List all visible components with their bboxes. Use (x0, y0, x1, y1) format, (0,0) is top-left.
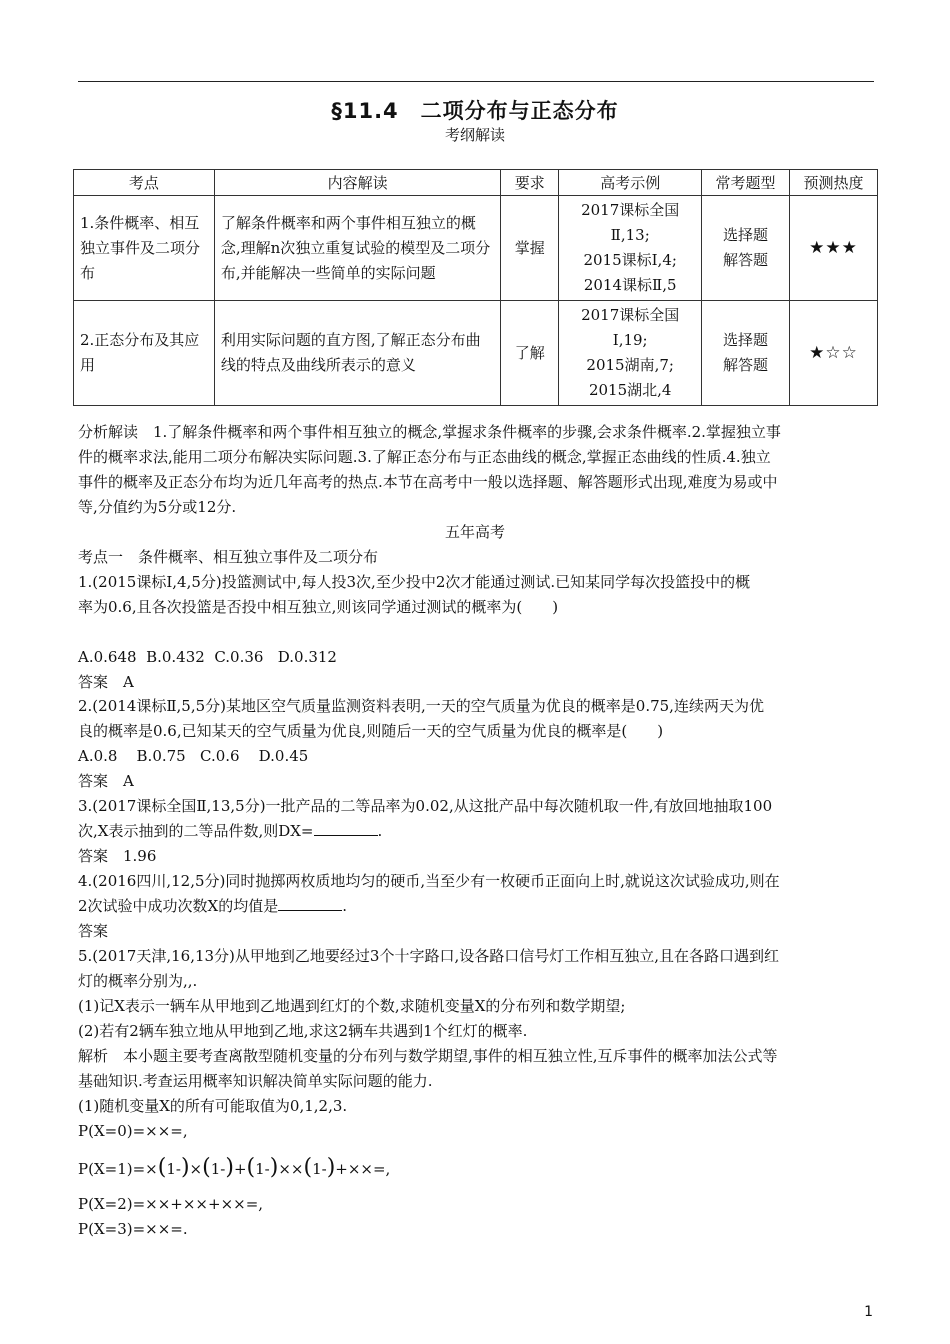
q5-step1: (1)随机变量X的所有可能取值为0,1,2,3. (78, 1097, 348, 1115)
q3-answer: 答案 1.96 (78, 847, 157, 865)
topic-cell: 2.正态分布及其应用 (74, 301, 215, 406)
example-line: 2014课标Ⅱ,5 (583, 276, 677, 294)
formula-p3: P(X=3)=××=. (78, 1220, 188, 1238)
example-line: Ⅰ,19; (612, 331, 648, 349)
analysis-line: 等,分值约为5分或12分. (78, 498, 237, 516)
q2-stem: 2.(2014课标Ⅱ,5,5分)某地区空气质量监测资料表明,一天的空气质量为优良的概率是0.75,连续两天为优 (78, 697, 764, 715)
q5-analysis: 解析 本小题主要考查离散型随机变量的分布列与数学期望,事件的相互独立性,互斥事件的概率加法公式等 (78, 1047, 778, 1065)
q5-stem: 5.(2017天津,16,13分)从甲地到乙地要经过3个十字路口,设各路口信号灯工作相互独立,且在各路口遇到红 (78, 947, 779, 965)
example-line: 2017课标全国 (581, 201, 680, 219)
q1-answer: 答案 A (78, 673, 134, 691)
examples-cell (559, 196, 702, 301)
answer-blank (314, 821, 378, 836)
q3-stem: 3.(2017课标全国Ⅱ,13,5分)一批产品的二等品率为0.02,从这批产品中每次随机取一件,有放回地抽取100 (78, 797, 773, 815)
formula-p2: P(X=2)=××+××+××=, (78, 1195, 264, 1213)
example-line: 2015湖南,7; (586, 356, 674, 374)
header-rule (78, 81, 874, 82)
q4-answer: 答案 (78, 922, 109, 940)
q3-stem: 次,X表示抽到的二等品件数,则DX= . (78, 822, 383, 840)
col-header: 常考题型 (702, 170, 790, 196)
page-number: 1 (864, 1304, 873, 1320)
col-header: 预测热度 (790, 170, 878, 196)
content-cell: 了解条件概率和两个事件相互独立的概念,理解n次独立重复试验的模型及二项分布,并能解决一些简单的实际问题 (214, 196, 501, 301)
five-year-heading: 五年高考 (444, 523, 505, 541)
q2-stem: 良的概率是0.6,已知某天的空气质量为优良,则随后一天的空气质量为优良的概率是( ) (78, 722, 664, 740)
types-cell (702, 301, 790, 406)
type-line: 解答题 (723, 251, 769, 269)
content-cell: 利用实际问题的直方图,了解正态分布曲线的特点及曲线所表示的意义 (214, 301, 501, 406)
type-line: 选择题 (723, 331, 769, 349)
table-row (74, 196, 878, 301)
answer-blank (278, 896, 342, 911)
type-line: 解答题 (723, 356, 769, 374)
example-line: 2015湖北,4 (588, 381, 672, 399)
col-header: 高考示例 (559, 170, 702, 196)
q1-stem: 率为0.6,且各次投篮是否投中相互独立,则该同学通过测试的概率为( ) (78, 598, 559, 616)
heat-rating: ★★★ (790, 196, 878, 301)
analysis-line: 分析解读 1.了解条件概率和两个事件相互独立的概念,掌握求条件概率的步骤,会求条件概率.2.掌握独立事 (78, 423, 781, 441)
example-line: 2015课标Ⅰ,4; (583, 251, 677, 269)
q2-answer: 答案 A (78, 772, 134, 790)
q5-part1: (1)记X表示一辆车从甲地到乙地遇到红灯的个数,求随机变量X的分布列和数学期望; (78, 997, 626, 1015)
col-header: 内容解读 (214, 170, 501, 196)
kaodian-heading: 考点一 条件概率、相互独立事件及二项分布 (78, 548, 379, 566)
requirement-cell: 掌握 (501, 196, 559, 301)
type-line: 选择题 (723, 226, 769, 244)
q4-stem: 2次试验中成功次数X的均值是 . (78, 897, 348, 915)
section-subtitle: 考纲解读 (444, 126, 505, 144)
table-header-row (74, 170, 878, 196)
requirement-cell: 了解 (501, 301, 559, 406)
col-header: 考点 (74, 170, 215, 196)
q1-stem: 1.(2015课标Ⅰ,4,5分)投篮测试中,每人投3次,至少投中2次才能通过测试.已知某同学每次投篮投中的概 (78, 573, 751, 591)
section-title: §11.4 二项分布与正态分布 (331, 99, 619, 123)
q5-part2: (2)若有2辆车独立地从甲地到乙地,求这2辆车共遇到1个红灯的概率. (78, 1022, 528, 1040)
topic-cell: 1.条件概率、相互独立事件及二项分布 (74, 196, 215, 301)
q1-options: A.0.648 B.0.432 C.0.36 D.0.312 (78, 648, 337, 666)
analysis-line: 事件的概率及正态分布均为近几年高考的热点.本节在高考中一般以选择题、解答题形式出现,难度为易或中 (78, 473, 778, 491)
analysis-line: 件的概率求法,能用二项分布解决实际问题.3.了解正态分布与正态曲线的概念,掌握正态曲线的性质.4.独立 (78, 448, 771, 466)
q5-stem: 灯的概率分别为,,. (78, 972, 198, 990)
q5-analysis: 基础知识.考查运用概率知识解决简单实际问题的能力. (78, 1072, 433, 1090)
col-header: 要求 (501, 170, 559, 196)
examples-cell (559, 301, 702, 406)
syllabus-table (73, 169, 878, 406)
q4-stem: 4.(2016四川,12,5分)同时抛掷两枚质地均匀的硬币,当至少有一枚硬币正面向上时,就说这次试验成功,则在 (78, 872, 780, 890)
example-line: 2017课标全国 (581, 306, 680, 324)
example-line: Ⅱ,13; (610, 226, 650, 244)
types-cell (702, 196, 790, 301)
formula-p0: P(X=0)=××=, (78, 1122, 188, 1140)
formula-p1: P(X=1)=×(1-)×(1-)+(1-)××(1-)+××=, (78, 1155, 391, 1180)
heat-rating: ★☆☆ (790, 301, 878, 406)
q2-options: A.0.8 B.0.75 C.0.6 D.0.45 (78, 747, 309, 765)
table-row (74, 301, 878, 406)
